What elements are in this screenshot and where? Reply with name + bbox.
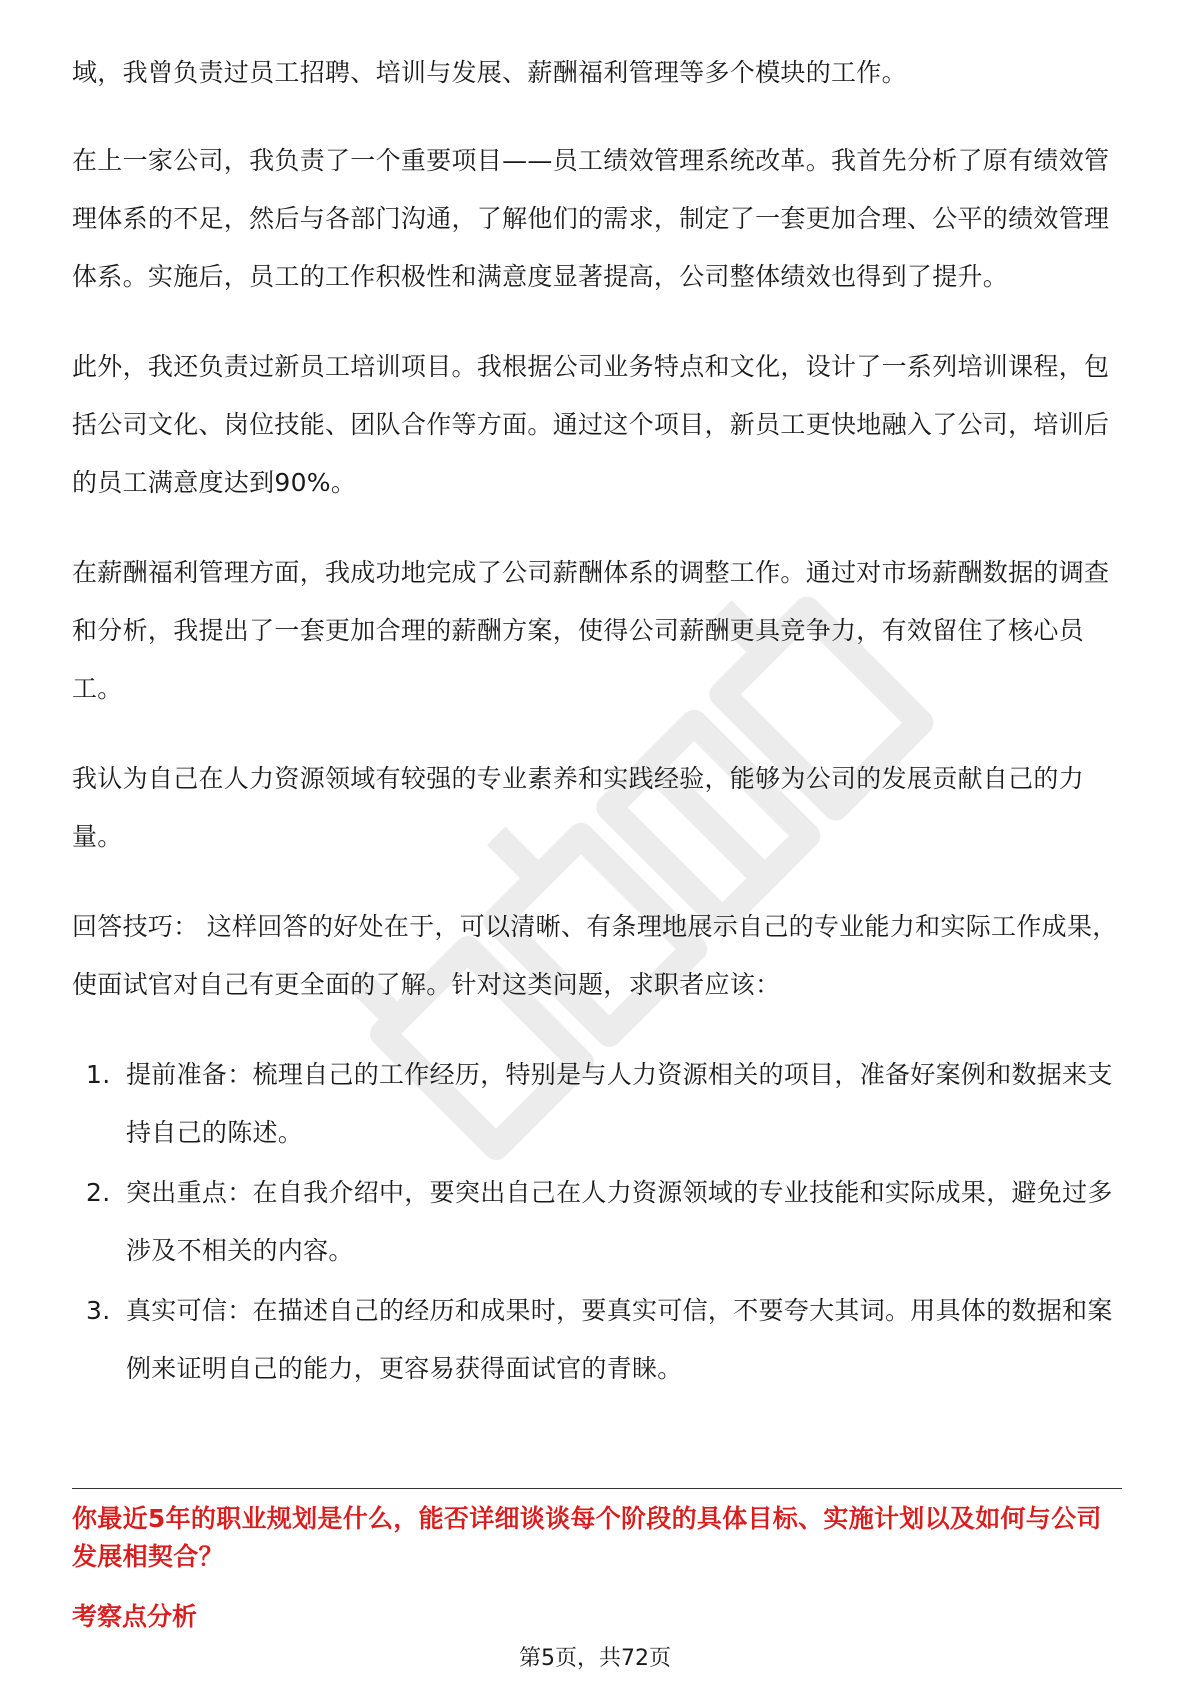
main-content xyxy=(72,44,1122,1400)
list-item xyxy=(72,1046,1122,1162)
answer-tips-paragraph: 回答技巧： 这样回答的好处在于，可以清晰、有条理地展示自己的专业能力和实际工作成果，使面试官对自己有更全面的了解。针对这类问题，求职者应该： xyxy=(72,912,1118,999)
list-item-text: 真实可信：在描述自己的经历和成果时，要真实可信，不要夸大其词。用具体的数据和案例来证明自己的能力，更容易获得面试官的青睐。 xyxy=(126,1296,1113,1383)
section-divider xyxy=(72,1488,1122,1489)
body-paragraph: 此外，我还负责过新员工培训项目。我根据公司业务特点和文化，设计了一系列培训课程，包括公司文化、岗位技能、团队合作等方面。通过这个项目，新员工更快地融入了公司，培训后的员工满意度达到90%。 xyxy=(72,352,1110,497)
interview-question-heading: 你最近5年的职业规划是什么，能否详细谈谈每个阶段的具体目标、实施计划以及如何与公司发展相契合？ xyxy=(72,1504,1102,1571)
body-paragraph: 我认为自己在人力资源领域有较强的专业素养和实践经验，能够为公司的发展贡献自己的力量。 xyxy=(72,764,1085,851)
list-item-text: 突出重点：在自我介绍中，要突出自己在人力资源领域的专业技能和实际成果，避免过多涉及不相关的内容。 xyxy=(126,1178,1113,1265)
list-item xyxy=(72,1164,1122,1280)
page-number-footer: 第5页，共72页 xyxy=(519,1646,671,1671)
body-paragraph: 在薪酬福利管理方面，我成功地完成了公司薪酬体系的调整工作。通过对市场薪酬数据的调查和分析，我提出了一套更加合理的薪酬方案，使得公司薪酬更具竞争力，有效留住了核心员工。 xyxy=(72,558,1110,703)
list-number: 3. xyxy=(86,1296,111,1325)
list-number: 1. xyxy=(86,1060,111,1089)
tips-list xyxy=(72,1046,1122,1398)
analysis-heading: 考察点分析 xyxy=(72,1602,198,1631)
body-paragraph: 域，我曾负责过员工招聘、培训与发展、薪酬福利管理等多个模块的工作。 xyxy=(72,58,907,87)
list-item xyxy=(72,1282,1122,1398)
body-paragraph: 在上一家公司，我负责了一个重要项目——员工绩效管理系统改革。我首先分析了原有绩效管理体系的不足，然后与各部门沟通，了解他们的需求，制定了一套更加合理、公平的绩效管理体系。实施后，员工的工作积极性和满意度显著提高，公司整体绩效也得到了提升。 xyxy=(72,146,1110,291)
list-item-text: 提前准备：梳理自己的工作经历，特别是与人力资源相关的项目，准备好案例和数据来支持自己的陈述。 xyxy=(126,1060,1113,1147)
list-number: 2. xyxy=(86,1178,111,1207)
